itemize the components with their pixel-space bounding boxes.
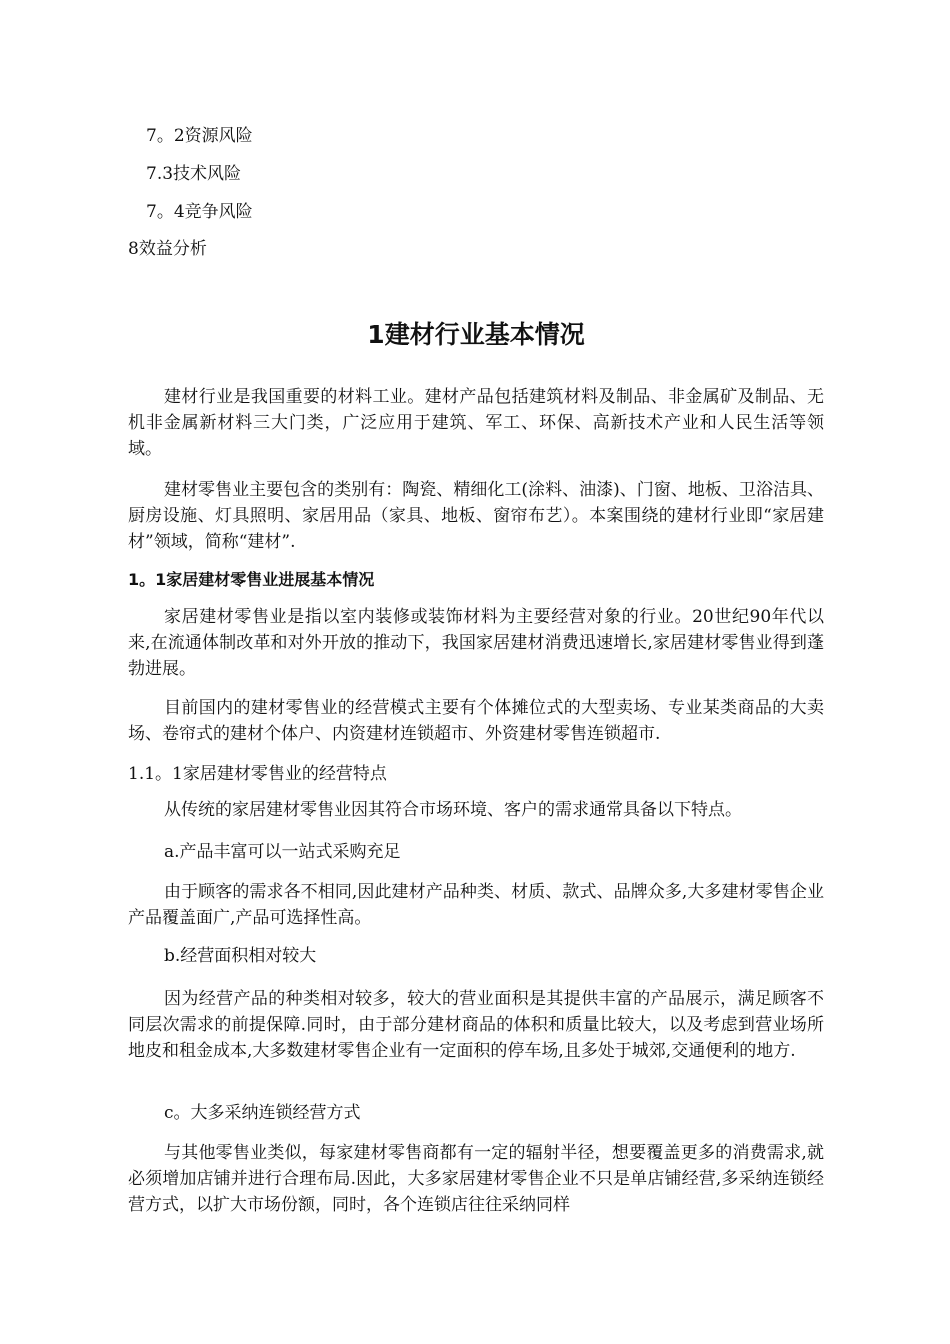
feature-c-text: 与其他零售业类似，每家建材零售商都有一定的辐射半径，想要覆盖更多的消费需求,就必须增加店铺并进行合理布局.因此，大多家居建材零售企业不只是单店铺经营,多采纳连锁经营方式，以扩大市场份额，同时，各个连锁店往往采纳同样 xyxy=(128,1143,824,1215)
paragraph-industry-overview: 建材行业是我国重要的材料工业。建材产品包括建筑材料及制品、非金属矿及制品、无机非金属新材料三大门类，广泛应用于建筑、军工、环保、高新技术产业和人民生活等领域。 xyxy=(128,387,824,459)
feature-b-text: 因为经营产品的种类相对较多，较大的营业面积是其提供丰富的产品展示，满足顾客不同层次需求的前提保障.同时，由于部分建材商品的体积和质量比较大，以及考虑到营业场所地皮和租金成本,大多数建材零售企业有一定面积的停车场,且多处于城郊,交通便利的地方. xyxy=(128,989,824,1061)
toc-item-7-3: 7.3技术风险 xyxy=(146,164,242,184)
paragraph-features-intro: 从传统的家居建材零售业因其符合市场环境、客户的需求通常具备以下特点。 xyxy=(164,800,742,820)
toc-item-7-2: 7。2资源风险 xyxy=(146,126,253,146)
subsection-heading-1-1: 1。1家居建材零售业进展基本情况 xyxy=(128,570,375,589)
paragraph-retail-categories: 建材零售业主要包含的类别有：陶瓷、精细化工(涂料、油漆)、门窗、地板、卫浴洁具、厨房设施、灯具照明、家居用品（家具、地板、窗帘布艺）。本案围绕的建材行业即“家居建材”领域，简称“建材”. xyxy=(128,480,824,552)
feature-a-text: 由于顾客的需求各不相同,因此建材产品种类、材质、款式、品牌众多,大多建材零售企业产品覆盖面广,产品可选择性高。 xyxy=(128,882,824,928)
feature-b-title: b.经营面积相对较大 xyxy=(164,946,317,966)
feature-c-title: c。大多采纳连锁经营方式 xyxy=(164,1103,361,1123)
feature-a-title: a.产品丰富可以一站式采购充足 xyxy=(164,842,401,862)
subsection-heading-1-1-1: 1.1。1家居建材零售业的经营特点 xyxy=(128,764,387,784)
toc-item-8: 8效益分析 xyxy=(128,239,207,259)
paragraph-business-models: 目前国内的建材零售业的经营模式主要有个体摊位式的大型卖场、专业某类商品的大卖场、卷帘式的建材个体户、内资建材连锁超市、外资建材零售连锁超市. xyxy=(128,698,824,744)
paragraph-retail-definition: 家居建材零售业是指以室内装修或装饰材料为主要经营对象的行业。20世纪90年代以来,在流通体制改革和对外开放的推动下，我国家居建材消费迅速增长,家居建材零售业得到蓬勃进展。 xyxy=(128,607,824,679)
toc-item-7-4: 7。4竞争风险 xyxy=(146,202,253,222)
section-title: 1建材行业基本情况 xyxy=(367,320,585,349)
